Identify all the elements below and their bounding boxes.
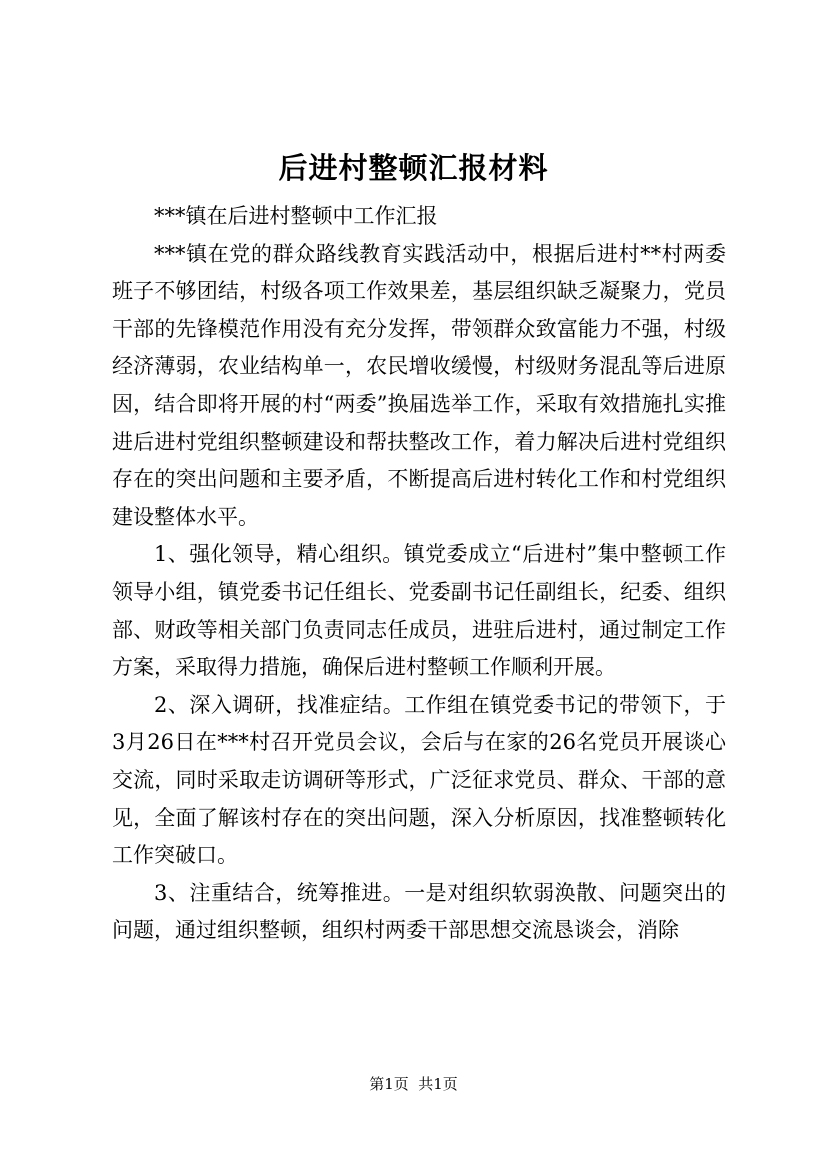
document-title: 后进村整顿汇报材料 xyxy=(278,151,549,185)
paragraph-point-3: 3、注重结合，统筹推进。一是对组织软弱涣散、问题突出的问题，通过组织整顿，组织村两委干部思想交流恳谈会，消除 xyxy=(112,880,726,943)
document-body xyxy=(112,198,726,950)
page-number-label: 第1页 共1页 xyxy=(369,1075,458,1093)
paragraph-point-2: 2、深入调研，找准症结。工作组在镇党委书记的带领下，于3月26日在***村召开党员会议，会后与在家的26名党员开展谈心交流，同时采取走访调研等形式，广泛征求党员、群众、干部的意见，全面了解该村存在的突出问题，深入分析原因，找准整顿转化工作突破口。 xyxy=(112,692,726,868)
paragraph-subtitle: ***镇在后进村整顿中工作汇报 xyxy=(154,204,438,228)
paragraph-point-1: 1、强化领导，精心组织。镇党委成立“后进村”集中整顿工作领导小组，镇党委书记任组长、党委副书记任副组长，纪委、组织部、财政等相关部门负责同志任成员，进驻后进村，通过制定工作方案，采取得力措施，确保后进村整顿工作顺利开展。 xyxy=(112,542,726,680)
paragraph-intro: ***镇在党的群众路线教育实践活动中，根据后进村**村两委班子不够团结，村级各项工作效果差，基层组织缺乏凝聚力，党员干部的先锋模范作用没有充分发挥，带领群众致富能力不强，村级经济薄弱，农业结构单一，农民增收缓慢，村级财务混乱等后进原因，结合即将开展的村“两委”换届选举工作，采取有效措施扎实推进后进村党组织整顿建设和帮扶整改工作，着力解决后进村党组织存在的突出问题和主要矛盾，不断提高后进村转化工作和村党组织建设整体水平。 xyxy=(112,241,726,529)
page-footer xyxy=(0,1073,827,1094)
